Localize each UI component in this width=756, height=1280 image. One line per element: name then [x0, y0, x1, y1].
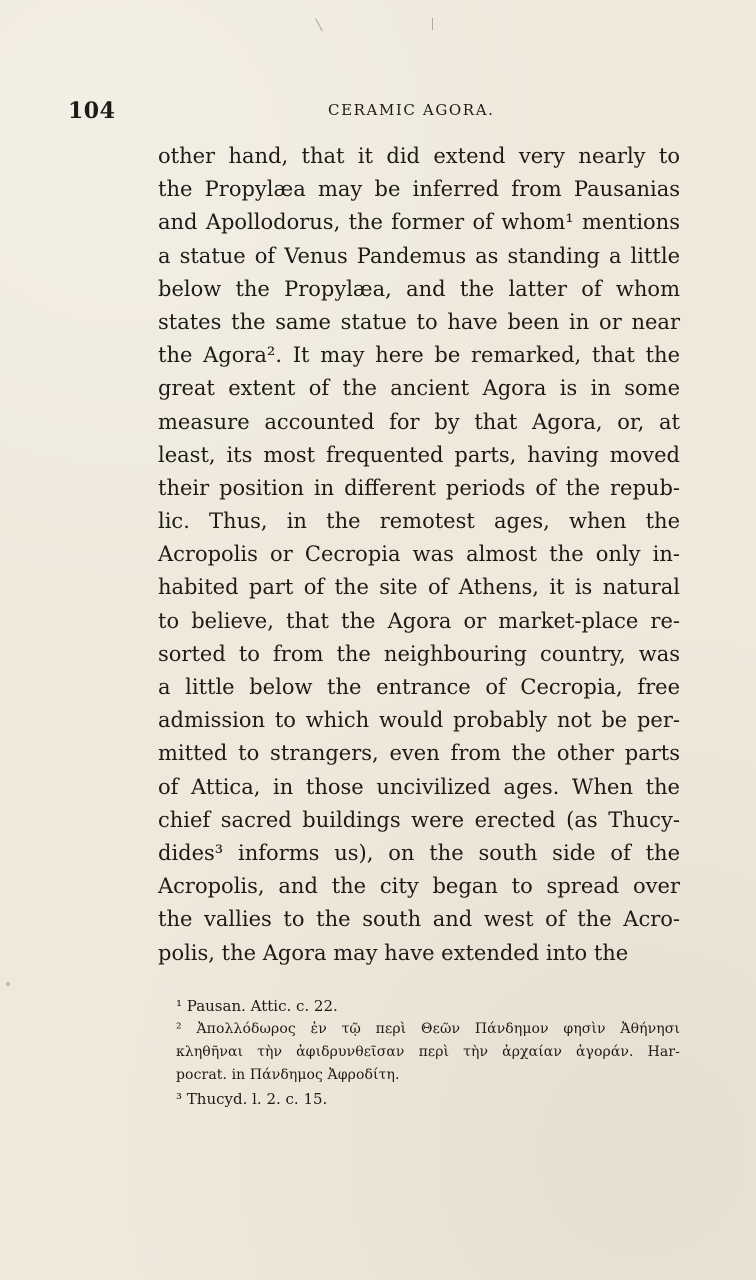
text-line: Acropolis, and the city began to spread over: [158, 874, 680, 899]
text-line: lic. Thus, in the remotest ages, when the: [158, 509, 680, 534]
text-line: a little below the entrance of Cecropia, free: [158, 675, 680, 699]
text-line: below the Propylæa, and the latter of whom: [158, 276, 680, 301]
paper-mark: [315, 15, 330, 32]
text-line: the vallies to the south and west of the Acro-: [158, 907, 680, 932]
text-line: chief sacred buildings were erected (as Thucy-: [158, 807, 680, 832]
text-line: great extent of the ancient Agora is in some: [158, 376, 680, 401]
text-line: dides³ informs us), on the south side of the: [158, 840, 680, 865]
text-line: the Propylæa may be inferred from Pausanias: [158, 177, 680, 202]
text-line: sorted to from the neighbouring country, was: [158, 641, 680, 666]
paper-speck: [6, 982, 10, 986]
text-line: of Attica, in those uncivilized ages. When the: [158, 774, 680, 799]
text-line: least, its most frequented parts, having moved: [158, 442, 680, 467]
page-header: [68, 96, 702, 130]
footnote-1: ¹ Pausan. Attic. c. 22.: [176, 997, 338, 1015]
text-line: polis, the Agora may have extended into the: [158, 940, 629, 965]
footnote-2: [158, 1018, 680, 1087]
footnote-3: ³ Thucyd. l. 2. c. 15.: [176, 1090, 328, 1108]
page-number: 104: [68, 98, 116, 124]
text-line: admission to which would probably not be per-: [158, 708, 680, 733]
text-line: a statue of Venus Pandemus as standing a little: [158, 243, 680, 268]
text-line: the Agora². It may here be remarked, that the: [158, 343, 680, 368]
paper-mark: [432, 18, 433, 30]
text-line: Acropolis or Cecropia was almost the only in-: [158, 542, 680, 567]
text-line: mitted to strangers, even from the other parts: [158, 741, 680, 766]
main-text: [158, 140, 680, 970]
text-line: measure accounted for by that Agora, or, at: [158, 409, 680, 434]
text-line: and Apollodorus, the former of whom¹ mentions: [158, 210, 680, 235]
running-head: CERAMIC AGORA.: [328, 101, 495, 119]
text-line: habited part of the site of Athens, it is natural: [158, 575, 680, 600]
text-line: other hand, that it did extend very nearly to: [158, 144, 680, 168]
text-line: states the same statue to have been in or near: [158, 309, 680, 334]
text-line: to believe, that the Agora or market-place re-: [158, 608, 680, 633]
footnote-2-line: pocrat. in Πάνδημος Ἀφροδίτη.: [176, 1067, 400, 1083]
footnotes: [158, 995, 680, 1111]
footnote-2-line: ² Ἀπολλόδωρος ἐν τῷ περὶ Θεῶν Πάνδημον φησὶν Ἀθήνησι: [176, 1021, 680, 1037]
footnote-2-line: κληθῆναι τὴν ἀφιδρυνθεῖσαν περὶ τὴν ἀρχαίαν ἀγοράν. Har-: [176, 1044, 680, 1060]
text-line: their position in different periods of the repub-: [158, 475, 680, 500]
